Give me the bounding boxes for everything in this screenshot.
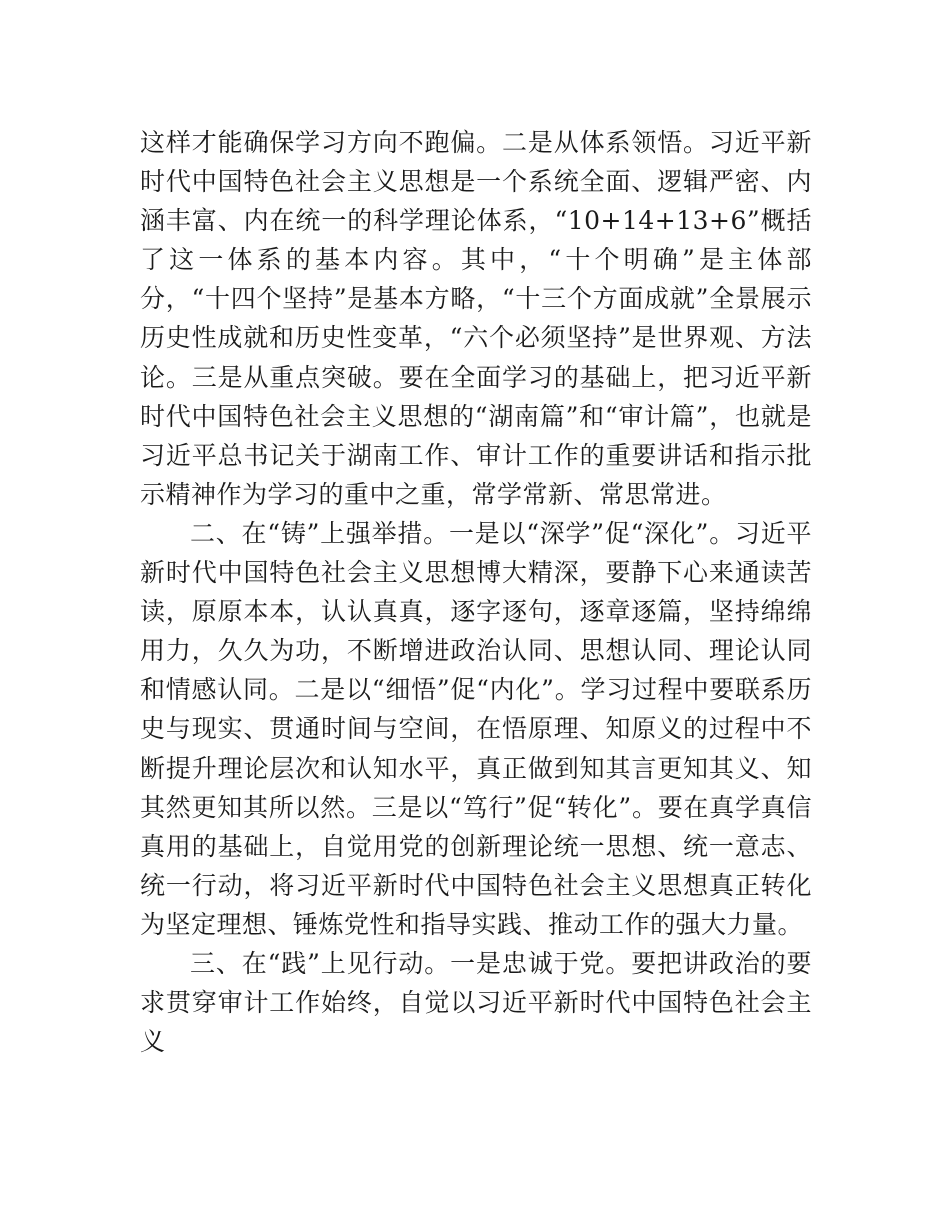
- paragraph-3: 三、在“践”上见行动。一是忠诚于党。要把讲政治的要求贯穿审计工作始终，自觉以习近平新时代中国特色社会主义: [140, 948, 812, 1057]
- paragraph-1: 这样才能确保学习方向不跑偏。二是从体系领悟。习近平新时代中国特色社会主义思想是一个系统全面、逻辑严密、内涵丰富、内在统一的科学理论体系，“10+14+13+6”概括了这一体系的基本内容。其中，“十个明确”是主体部分，“十四个坚持”是基本方略，“十三个方面成就”全景展示历史性成就和历史性变革，“六个必须坚持”是世界观、方法论。三是从重点突破。要在全面学习的基础上，把习近平新时代中国特色社会主义思想的“湖南篇”和“审计篇”，也就是习近平总书记关于湖南工作、审计工作的重要讲话和指示批示精神作为学习的重中之重，常学常新、常思常进。: [140, 128, 812, 509]
- paragraph-2: 二、在“铸”上强举措。一是以“深学”促“深化”。习近平新时代中国特色社会主义思想博大精深，要静下心来通读苦读，原原本本，认认真真，逐字逐句，逐章逐篇，坚持绵绵用力，久久为功，不断增进政治认同、思想认同、理论认同和情感认同。二是以“细悟”促“内化”。学习过程中要联系历史与现实、贯通时间与空间，在悟原理、知原义的过程中不断提升理论层次和认知水平，真正做到知其言更知其义、知其然更知其所以然。三是以“笃行”促“转化”。要在真学真信真用的基础上，自觉用党的创新理论统一思想、统一意志、统一行动，将习近平新时代中国特色社会主义思想真正转化为坚定理想、锤炼党性和指导实践、推动工作的强大力量。: [140, 518, 812, 939]
- document-body: [140, 123, 812, 1061]
